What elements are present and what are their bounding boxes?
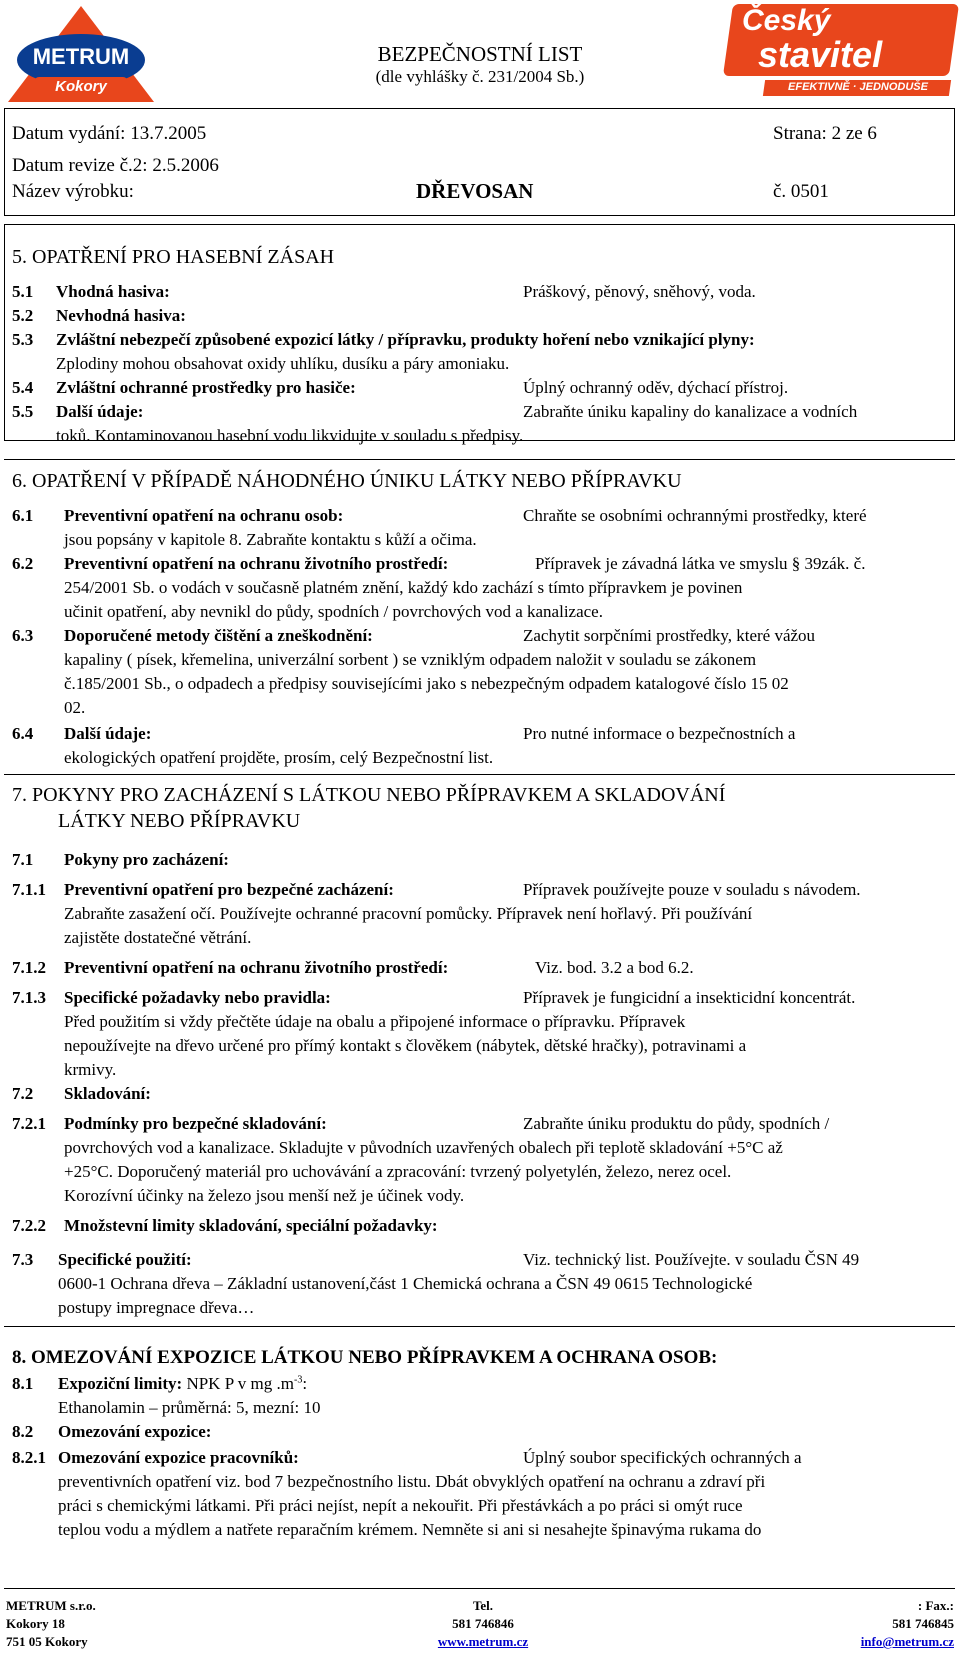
sec8-2-1-label: Omezování expozice pracovníků: <box>58 1448 299 1467</box>
sec7-1-num: 7.1 <box>12 850 34 869</box>
product-label: Název výrobku: <box>12 181 134 202</box>
sec5-3-text: Zplodiny mohou obsahovat oxidy uhlíku, dusíku a páry amoniaku. <box>56 354 510 373</box>
metrum-logo <box>6 4 156 104</box>
sec6-3-label: Doporučené metody čištění a zneškodnění: <box>64 626 373 645</box>
sec7-2-1-text-2: +25°C. Doporučený materiál pro uchovávání a zpracování: tvrzený polyetylén, železo, nerez ocel. <box>64 1162 732 1181</box>
footer-email-link[interactable] <box>754 1634 954 1650</box>
sec5-1-label: Vhodná hasiva: <box>56 282 170 301</box>
sec8-1-line <box>58 1374 307 1394</box>
logo-subtext: Kokory <box>55 78 107 95</box>
section-5-title: 5. OPATŘENÍ PRO HASEBNÍ ZÁSAH <box>12 246 335 268</box>
revision-date: Datum revize č.2: 2.5.2006 <box>12 155 219 176</box>
section-7-title-line-1: 7. POKYNY PRO ZACHÁZENÍ S LÁTKOU NEBO PŘÍPRAVKEM A SKLADOVÁNÍ <box>12 784 726 806</box>
page-number: Strana: 2 ze 6 <box>773 123 877 144</box>
product-number: č. 0501 <box>773 181 829 202</box>
sec7-2-2-label: Množstevní limity skladování, speciální požadavky: <box>64 1216 438 1235</box>
section-6-title: 6. OPATŘENÍ V PŘÍPADĚ NÁHODNÉHO ÚNIKU LÁTKY NEBO PŘÍPRAVKU <box>12 470 682 492</box>
sec7-1-1-value: Přípravek používejte pouze v souladu s návodem. <box>523 880 861 899</box>
sec6-1-text: jsou popsány v kapitole 8. Zabraňte kontaktu s kůží a očima. <box>64 530 477 549</box>
sec8-1-value: NPK P v mg .m <box>186 1374 294 1393</box>
sec6-4-value: Pro nutné informace o bezpečnostních a <box>523 724 796 743</box>
sec8-2-num: 8.2 <box>12 1422 34 1441</box>
sec6-3-text-1: kapaliny ( písek, křemelina, univerzální sorbent ) se vzniklým odpadem naložit v souladu se zákonem <box>64 650 757 669</box>
sec7-1-3-label: Specifické požadavky nebo pravidla: <box>64 988 331 1007</box>
sec6-4-text: ekologických opatření projděte, prosím, celý Bezpečnostní list. <box>64 748 494 767</box>
sec7-1-3-num: 7.1.3 <box>12 988 46 1007</box>
sec7-1-2-value: Viz. bod. 3.2 a bod 6.2. <box>535 958 694 977</box>
footer-street: Kokory 18 <box>6 1616 65 1631</box>
sec6-1-value: Chraňte se osobními ochrannými prostředky, které <box>523 506 867 525</box>
sec7-1-1-text-2: zajistěte dostatečné větrání. <box>64 928 252 947</box>
sec6-2-num: 6.2 <box>12 554 34 573</box>
sec8-1-exponent: -3 <box>293 1374 303 1386</box>
footer-web-link[interactable] <box>383 1634 583 1650</box>
sec5-5-num: 5.5 <box>12 402 34 421</box>
sec7-2-1-text-1: povrchových vod a kanalizace. Skladujte v původních uzavřených obalech při teplotě skladování +5°C až <box>64 1138 783 1157</box>
section-7-divider <box>4 774 955 775</box>
sec5-2-num: 5.2 <box>12 306 34 325</box>
sec7-3-num: 7.3 <box>12 1250 34 1269</box>
sec6-2-value: Přípravek je závadná látka ve smyslu § 39zák. č. <box>535 554 866 573</box>
sec6-1-label: Preventivní opatření na ochranu osob: <box>64 506 344 525</box>
logo-text: METRUM <box>32 44 130 69</box>
sec7-2-num: 7.2 <box>12 1084 34 1103</box>
sec5-4-num: 5.4 <box>12 378 34 397</box>
sec7-1-1-text-1: Zabraňte zasažení očí. Používejte ochranné pracovní pomůcky. Přípravek není hořlavý. Při používání <box>64 904 753 923</box>
footer-divider <box>4 1588 955 1589</box>
sec7-1-2-label: Preventivní opatření na ochranu životního prostředí: <box>64 958 449 977</box>
sec7-1-3-text-2: nepoužívejte na dřevo určené pro přímý kontakt s člověkem (nábytek, dětské hračky), potravinami a <box>64 1036 747 1055</box>
sec8-1-label: Expoziční limity: <box>58 1374 183 1393</box>
sec8-2-1-text-1: preventivních opatření viz. bod 7 bezpečnostního listu. Dbát obvyklých opatření na ochranu a zdraví při <box>58 1472 766 1491</box>
logo-word-1: Český <box>742 4 831 37</box>
sec7-3-text-2: postupy impregnace dřeva… <box>58 1298 255 1317</box>
sec7-2-1-value: Zabraňte úniku produktu do půdy, spodních / <box>523 1114 830 1133</box>
sec7-1-1-num: 7.1.1 <box>12 880 46 899</box>
document-title: BEZPEČNOSTNÍ LIST <box>377 42 583 66</box>
sec7-1-1-label: Preventivní opatření pro bezpečné zacházení: <box>64 880 394 899</box>
sec6-2-text-2: učinit opatření, aby nevnikl do půdy, spodních / povrchových vod a kanalizace. <box>64 602 603 621</box>
sec8-2-label: Omezování expozice: <box>58 1422 212 1441</box>
sec5-3-num: 5.3 <box>12 330 34 349</box>
sec5-1-num: 5.1 <box>12 282 34 301</box>
sec5-1-value: Práškový, pěnový, sněhový, voda. <box>523 282 756 301</box>
sec7-3-label: Specifické použití: <box>58 1250 192 1269</box>
section-8-title: 8. OMEZOVÁNÍ EXPOZICE LÁTKOU NEBO PŘÍPRAVKEM A OCHRANA OSOB: <box>12 1347 718 1368</box>
sec6-1-num: 6.1 <box>12 506 34 525</box>
sec8-1-text: Ethanolamin – průměrná: 5, mezní: 10 <box>58 1398 321 1417</box>
sec6-2-text-1: 254/2001 Sb. o vodách v současně platném znění, každý kdo zachází s tímto přípravkem je povinen <box>64 578 743 597</box>
sec7-1-2-num: 7.1.2 <box>12 958 46 977</box>
sec5-2-label: Nevhodná hasiva: <box>56 306 186 325</box>
sec7-1-3-text-1: Před použitím si vždy přečtěte údaje na obalu a připojené informace o přípravku. Přípravek <box>64 1012 686 1031</box>
footer-email[interactable]: info@metrum.cz <box>860 1634 954 1649</box>
sec8-2-1-value: Úplný soubor specifických ochranných a <box>523 1448 802 1467</box>
sec6-3-text-2: č.185/2001 Sb., o odpadech a předpisy souvisejícími jako s nebezpečným odpadem katalogové číslo 15 02 <box>64 674 789 693</box>
sec8-1-colon: : <box>302 1374 308 1393</box>
sec7-1-label: Pokyny pro zacházení: <box>64 850 229 869</box>
sec8-1-num: 8.1 <box>12 1374 34 1393</box>
document-subtitle: (dle vyhlášky č. 231/2004 Sb.) <box>375 67 585 86</box>
sec5-5-value: Zabraňte úniku kapaliny do kanalizace a vodních <box>523 402 858 421</box>
sec7-1-3-value: Přípravek je fungicidní a insekticidní koncentrát. <box>523 988 856 1007</box>
section-8-divider <box>4 1326 955 1327</box>
sec7-3-value: Viz. technický list. Používejte. v souladu ČSN 49 <box>523 1250 860 1269</box>
sec7-3-text-1: 0600-1 Ochrana dřeva – Základní ustanovení,část 1 Chemická ochrana a ČSN 49 0615 Technologické <box>58 1274 753 1293</box>
section-6-divider <box>4 459 955 460</box>
sec7-1-3-text-3: krmivy. <box>64 1060 117 1079</box>
sec5-5-label: Další údaje: <box>56 402 144 421</box>
sec6-3-num: 6.3 <box>12 626 34 645</box>
issue-date: Datum vydání: 13.7.2005 <box>12 123 207 144</box>
cesky-stavitel-logo <box>728 4 954 100</box>
sec5-4-value: Úplný ochranný oděv, dýchací přístroj. <box>523 378 789 397</box>
footer-city: 751 05 Kokory <box>6 1634 88 1649</box>
sec6-3-value: Zachytit sorpčními prostředky, které vážou <box>523 626 816 645</box>
sec7-2-1-label: Podmínky pro bezpečné skladování: <box>64 1114 327 1133</box>
sec6-4-label: Další údaje: <box>64 724 152 743</box>
footer-tel: 581 746846 <box>452 1616 514 1631</box>
sec8-2-1-num: 8.2.1 <box>12 1448 46 1467</box>
sec6-2-label: Preventivní opatření na ochranu životního prostředí: <box>64 554 449 573</box>
footer-fax-label: : Fax.: <box>917 1598 954 1613</box>
sec8-2-1-text-2: práci s chemickými látkami. Při práci nejíst, nepít a nekouřit. Při přestávkách a po práci si omýt ruce <box>58 1496 743 1515</box>
logo-tagline: EFEKTIVNĚ · JEDNODUŠE <box>788 81 928 93</box>
sec7-2-label: Skladování: <box>64 1084 151 1103</box>
section-7-title-line-2: LÁTKY NEBO PŘÍPRAVKU <box>58 810 301 832</box>
sec6-4-num: 6.4 <box>12 724 34 743</box>
sec6-3-text-3: 02. <box>64 698 86 717</box>
product-name: DŘEVOSAN <box>416 179 534 203</box>
sec5-3-label: Zvláštní nebezpečí způsobené expozicí látky / přípravku, produkty hoření nebo vznikající plyny: <box>56 330 755 349</box>
sec7-2-2-num: 7.2.2 <box>12 1216 46 1235</box>
sec5-4-label: Zvláštní ochranné prostředky pro hasiče: <box>56 378 356 397</box>
sec7-2-1-text-3: Korozívní účinky na železo jsou menší než je účinek vody. <box>64 1186 465 1205</box>
sec8-2-1-text-3: teplou vodu a mýdlem a natřete reparačním krémem. Nemněte si ani si nesahejte špinavýma rukama do <box>58 1520 762 1539</box>
sec5-5-text: toků. Kontaminovanou hasební vodu likvidujte v souladu s předpisy. <box>56 426 524 445</box>
footer-tel-label: Tel. <box>472 1598 494 1613</box>
sec7-2-1-num: 7.2.1 <box>12 1114 46 1133</box>
footer-company: METRUM s.r.o. <box>6 1598 96 1613</box>
footer-web[interactable]: www.metrum.cz <box>437 1634 529 1649</box>
logo-word-2: stavitel <box>758 34 883 75</box>
footer-fax: 581 746845 <box>892 1616 954 1631</box>
